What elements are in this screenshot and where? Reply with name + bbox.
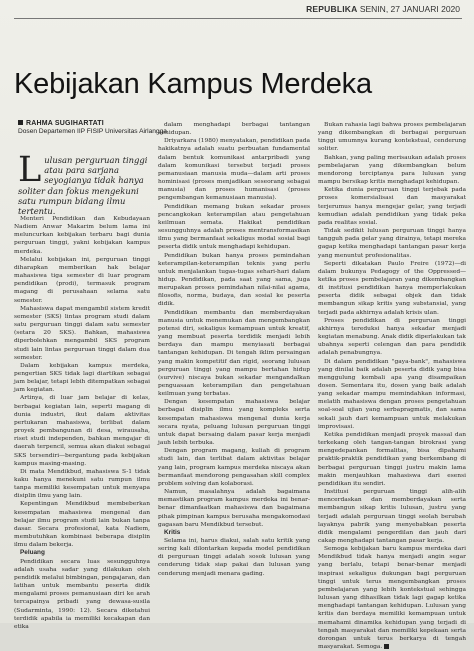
lead-text: ulusan perguruan tinggi atau para sarjana seyogianya tidak hanya soliter dan fokus mengekuni satu rumpun bidang ilmu tertentu. [18, 155, 148, 217]
paragraph: Pendidikan secara luas sesungguhnya adalah usaha sadar yang dilakukan oleh pendidik melalui bimbingan, pengajaran, dan latihan untuk membantu peserta didik mengalami proses pemanusiaan diri ke arah tercapainya pribadi yang dewasa-susila (Sudarminta, 1990: 12). Secara diketahui terdidik apabila ia memiliki kecakapan dan etika [14, 558, 150, 630]
paragraph: Artinya, di luar jam belajar di kelas, berbagai kegiatan lain, seperti magang di dunia industri, ikut dalam aktivitas pertukaran mahasiswa, terlibat dalam proyek pembangunan di desa, wirausaha, riset studi independen, bahkan mengajar di daerah terpencil, semua akan diakui sebagai SKS tersendiri—bergantung pada kebijakan kampus masing-masing. [14, 395, 150, 467]
paragraph: Dalam kebijakan kampus merdeka, pengertian SKS tidak lagi diartikan sebagai jam belajar, tetapi lebih ditempatkan sebagai jam kegiatan. [14, 362, 150, 394]
paragraph: Seperti dikatakan Paulo Freire (1972)—di dalam bukunya Pedagogy of the Oppressed—ketika proses pembelajaran yang dikembangkan di institusi pendidikan hanya memperlakukan peserta didik sebagai objek dan tidak membangun sikap kritis yang substansial, yang terjadi pada akhirnya adalah krisis ulan. [318, 260, 466, 316]
paragraph [318, 545, 466, 651]
paragraph: Selama ini, harus diakui, salah satu kritik yang sering kali dilontarkan kepada model pendidikan di perguruan tinggi adalah sosok lulusan yang cenderung tidak siap pakai dan lulusan yang cenderung menjadi menara gading. [158, 537, 310, 577]
article-title: Kebijakan Kampus Merdeka [14, 68, 372, 100]
paragraph: Bukan rahasia lagi bahwa proses pembelajaran yang dikembangkan di berbagai perguruan tinggi umumnya kurang kontekstual, cenderung soliter. [318, 122, 466, 153]
byline [18, 120, 168, 137]
paragraph: Institusi perguruan tinggi alih-alih mencerdaskan dan memberdayakan serta membangun sikap kritis lulusan, justru yang terjadi adalah perguruan tinggi seolah berubah layaknya pabrik yang menyebabkan peserta didik mengalami pengerdilan dan jauh dari cakap menghadapi tantangan pasar kerja. [318, 489, 466, 544]
paragraph: Di dalam pendidikan "gaya-bank", mahasiswa yang dinilai baik adalah peserta didik yang bisa menggulung kembali apa yang disampaikan dosen. Sementara itu, dosen yang baik adalah yang sekadar mampu memindahkan informasi, melatih mahasiswa dengan proses pengetahuan soal-soal ujian yang serbapragmatis, dan sama sekali jauh dari kemampuan untuk melakukan improvisasi. [318, 358, 466, 430]
header-rule [14, 18, 462, 19]
paragraph: Pendidikan memang bukan sekadar proses pencangkokan keterampilan atau pengetahuan keilmuan semata. Hakikat pendidikan sesungguhnya adalah proses mentransformasikan ilmu yang bermanfaat sekaligus modal sosial bagi peserta didik untuk menghadapi kehidupan. [158, 203, 310, 251]
column-2 [158, 121, 310, 578]
bullet-icon [18, 120, 23, 125]
masthead [306, 4, 460, 14]
paragraph: Dengan kesempatan mahasiswa belajar berbagai disiplin ilmu yang kompleks serta kesempatan mahasiswa mengenal dunia kerja secara nyata, peluang lulusan perguruan tinggi untuk dapat bersaing dalam pasar kerja menjadi jauh lebih terbuka. [158, 399, 310, 447]
author-affiliation: Dosen Departemen IIP FISIP Universitas Airlangga [18, 128, 167, 135]
paragraph: Proses pendidikan di perguruan tinggi akhirnya tereduksi hanya sekadar menjadi kegiatan menabung. Anak didik diperlakukan tak ubahnya seperti celengan dan para pendidik adalah penabungnya. [318, 317, 466, 357]
paragraph: Kepentingan Mendikbud membeberkan kesempatan mahasiswa mengenal dan belajar ilmu program studi lain bukan tanpa dasar. Secara profesional, kata Nadiem, membutuhkan kombinasi beberapa disiplin ilmu dalam bekerja. [14, 501, 150, 549]
publication-name: REPUBLIKA [306, 4, 358, 14]
paragraph: Namun, masalahnya adalah bagaimana memastikan program kampus merdeka ini benar-benar dimanfaatkan mahasiswa dan bagaimana pihak pimpinan kampus berusaha mengakomodasi gagasan baru Mendikbud tersebut. [158, 489, 310, 528]
lead-paragraph [18, 150, 148, 217]
paragraph: Melalui kebijakan ini, perguruan tinggi diharapkan memberikan hak belajar mahasiswa tiga semester di luar program pendidikan (prodi), termasuk program magang di perusahaan selama satu semester. [14, 256, 150, 304]
paragraph: Di mata Mendikbud, mahasiswa S-1 tidak kaku hanya menekuni satu rumpun ilmu tanpa memiliki kesempatan untuk menyapa disiplin ilmu yang lain. [14, 468, 150, 500]
paragraph: Driyarkara (1980) menyatakan, pendidikan pada hakikatnya adalah suatu perbuatan fundamental dalam bentuk komunikasi antarpribadi yang dalam komunikasi tersebut terjadi proses pemanusiaan manusia muda—dalam arti proses hominisasi (proses menjadikan seseorang sebagai manusia) dan proses humanisasi (proses pengembangan kemanusiaan manusia). [158, 138, 310, 202]
paragraph: Menteri Pendidikan dan Kebudayaan Nadiem Anwar Makarim belum lama ini meluncurkan kebijakan terbaru bagi dunia perguruan tinggi, yakni kebijakan kampus merdeka. [14, 216, 150, 255]
column-1 [14, 215, 150, 631]
column-3 [318, 121, 466, 651]
paragraph: Bahkan, yang paling merisaukan adalah proses pembelajaran yang dikembangkan belum mendorong terciptanya para lulusan yang mampu bersikap kritis menghadapi kehidupan. [318, 154, 466, 186]
paragraph: Dengan program magang, kuliah di program studi lain, dan terlibat dalam aktivitas belajar yang lain, program kampus merdeka niscaya akan bermanfaat mendorong pengasahan skill complex problem solving dan kolaborasi. [158, 448, 310, 487]
paragraph: Mahasiswa dapat mengambil sistem kredit semester (SKS) lintas program studi dalam satu perguruan tinggi dalam satu semester (setara 20 SKS). Bahkan, mahasiswa diperbolehkan mengambil SKS program studi lain lintas perguruan tinggi dalam dua semester. [14, 305, 150, 361]
paragraph: Tidak sedikit lulusan perguruan tinggi hanya tangguh pada gelar yang dirainya, tetapi mereka gagap ketika menghadapi tantangan pasar kerja yang menuntut profesionalitas. [318, 228, 466, 259]
author-name: RAHMA SUGIHARTATI [26, 120, 104, 127]
section-subhead: Peluang [20, 549, 45, 557]
paragraph: Ketika pendidikan menjadi proyek massal dan terkekang oleh tangan-tangan birokrasi yang mengedepankan formalitas, bisa dipahami praktik-praktik pendidikan yang berkembang di berbagai perguruan tinggi justru makin lama makin menjauhkan mahasiswa dari esensi pendidikan itu sendiri. [318, 431, 466, 487]
paragraph-text: Semoga kebijakan baru kampus merdeka dari Mendikbud tidak hanya menjadi angin segar yang berlalu, tetapi benar-benar menjadi inspirasi sekaligus dukungan bagi perguruan tinggi untuk terus mengembangkan proses pembelajaran yang lebih kontekstual sehingga lulusan yang dihasilkan tidak lagi gagap ketika menghadapi tantangan kehidupan. Lulusan yang kritis dan berdaya memiliki kemampuan untuk memahami dinamika kehidupan yang terjadi di tengah masyarakat dan memiliki kepekaan serta dorongan untuk terus berkarya di tengah masyarakat. Semoga. [318, 546, 466, 650]
paragraph: Pendidikan bukan hanya proses pemindahan keterampilan-keterampilan teknis yang perlu untuk menjalankan tugas-tugas sehari-hari dalam hidup. Pendidikan, pada saat yang sama, juga merupakan proses pemindahan nilai-nilai agama, filosofis, norma, budaya, dan sosial ke peserta didik. [158, 252, 310, 308]
end-mark-icon [384, 644, 389, 649]
drop-cap: L [18, 150, 42, 190]
publication-date: SENIN, 27 JANUARI 2020 [359, 4, 460, 14]
paragraph: Ketika dunia perguruan tinggi terjebak pada proses komersialisasi dan masyarakat terjerumus hanya mengejar gelar, yang terjadi kemudian adalah pendidikan yang tidak peka pada realitas sosial. [318, 187, 466, 226]
paragraph: dalam menghadapi berbagai tantangan kehidupan. [158, 122, 310, 137]
section-subhead: Kritis [164, 528, 181, 536]
paragraph: Pendidikan membantu dan memberdayakan manusia untuk menemukan dan mengembangkan potensi diri, sekaligus kemampuan untuk kreatif, yang membuat peserta terdidik menjadi lebih berdaya dan mampu menyiasati berbagai tantangan kehidupan. Di tengah iklim persaingan yang makin kompetitif dan rigid, seorang lulusan perguruan tinggi yang mampu bertahan hidup (survive) niscaya bukan sekadar mengandalkan penguasaan keterampilan dan pengetahuan keilmuan yang terbatas. [158, 309, 310, 398]
